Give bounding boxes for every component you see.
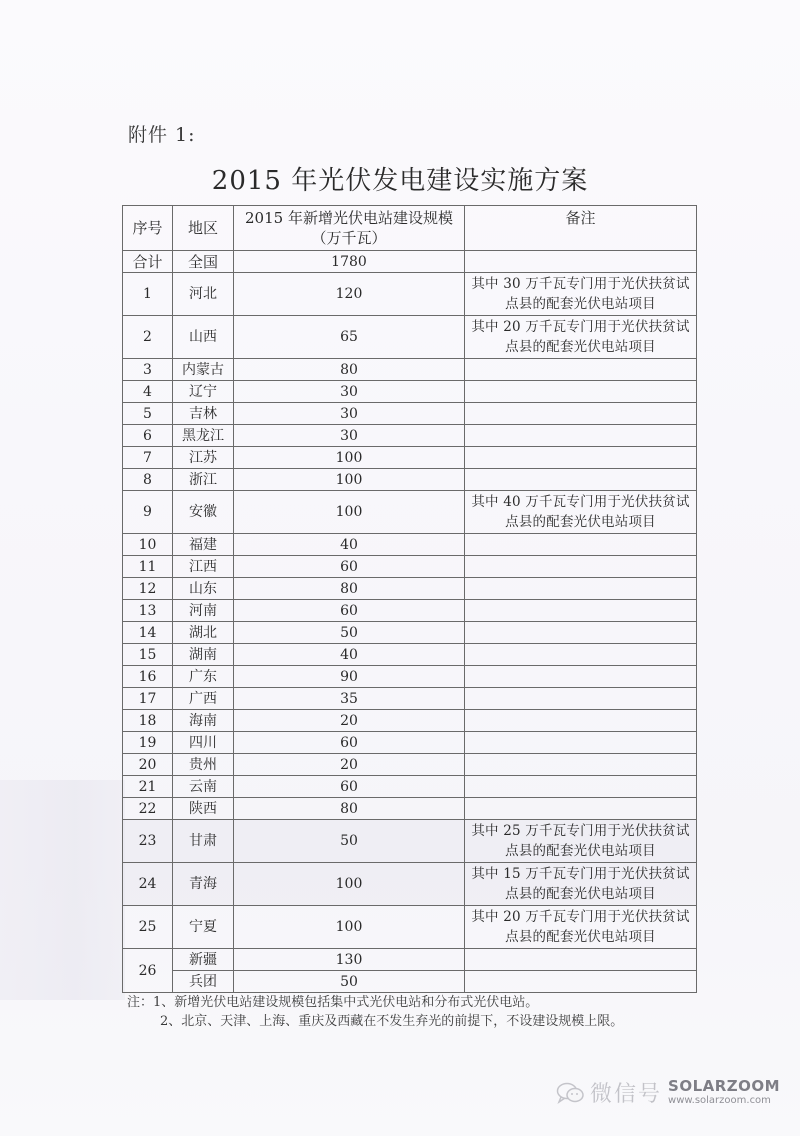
row-capacity: 50	[234, 622, 465, 644]
row-region: 新疆	[173, 949, 234, 971]
row-index: 17	[123, 688, 173, 710]
table-row	[123, 534, 697, 556]
table-row	[123, 491, 697, 534]
row-remark	[465, 971, 697, 993]
table-row	[123, 906, 697, 949]
row-region: 河北	[173, 273, 234, 316]
table-row	[123, 600, 697, 622]
table-row	[123, 403, 697, 425]
row-index: 11	[123, 556, 173, 578]
row-index: 23	[123, 820, 173, 863]
table-row	[123, 688, 697, 710]
row-capacity: 120	[234, 273, 465, 316]
row-remark	[465, 776, 697, 798]
table-row	[123, 273, 697, 316]
table-row	[123, 820, 697, 863]
table-row	[123, 776, 697, 798]
row-capacity: 60	[234, 600, 465, 622]
row-region: 江苏	[173, 447, 234, 469]
row-region: 陕西	[173, 798, 234, 820]
construction-plan-table	[122, 205, 697, 993]
table-row	[123, 798, 697, 820]
row-capacity: 30	[234, 425, 465, 447]
total-region: 全国	[173, 251, 234, 273]
table-row	[123, 863, 697, 906]
row-index: 3	[123, 359, 173, 381]
row-capacity: 40	[234, 534, 465, 556]
row-index: 13	[123, 600, 173, 622]
row-index: 6	[123, 425, 173, 447]
row-capacity: 60	[234, 776, 465, 798]
row-capacity: 100	[234, 447, 465, 469]
row-region: 山西	[173, 316, 234, 359]
row-index: 16	[123, 666, 173, 688]
row-remark: 其中 15 万千瓦专门用于光伏扶贫试点县的配套光伏电站项目	[465, 863, 697, 906]
row-region: 兵团	[173, 971, 234, 993]
row-region: 广东	[173, 666, 234, 688]
row-remark	[465, 534, 697, 556]
footnotes	[127, 993, 623, 1031]
footnote-1: 注：1、新增光伏电站建设规模包括集中式光伏电站和分布式光伏电站。	[127, 995, 539, 1010]
row-remark: 其中 20 万千瓦专门用于光伏扶贫试点县的配套光伏电站项目	[465, 906, 697, 949]
row-region: 宁夏	[173, 906, 234, 949]
table-row	[123, 556, 697, 578]
row-remark: 其中 20 万千瓦专门用于光伏扶贫试点县的配套光伏电站项目	[465, 316, 697, 359]
row-index: 10	[123, 534, 173, 556]
row-capacity: 60	[234, 556, 465, 578]
row-region: 广西	[173, 688, 234, 710]
row-region: 安徽	[173, 491, 234, 534]
row-capacity: 100	[234, 863, 465, 906]
row-remark	[465, 578, 697, 600]
row-index: 18	[123, 710, 173, 732]
row-remark: 其中 25 万千瓦专门用于光伏扶贫试点县的配套光伏电站项目	[465, 820, 697, 863]
row-region: 四川	[173, 732, 234, 754]
row-capacity: 35	[234, 688, 465, 710]
row-index: 1	[123, 273, 173, 316]
brand-logo	[668, 1079, 780, 1106]
row-remark	[465, 754, 697, 776]
row-index: 2	[123, 316, 173, 359]
row-capacity: 80	[234, 359, 465, 381]
row-capacity: 130	[234, 949, 465, 971]
row-index: 8	[123, 469, 173, 491]
total-label: 合计	[123, 251, 173, 273]
footnote-2: 2、北京、天津、上海、重庆及西藏在不发生弃光的前提下，不设建设规模上限。	[160, 1014, 624, 1029]
header-region: 地区	[173, 206, 234, 251]
row-region: 辽宁	[173, 381, 234, 403]
table-row	[123, 425, 697, 447]
row-remark	[465, 710, 697, 732]
table-row	[123, 732, 697, 754]
brand-name: SOLARZOOM	[668, 1077, 781, 1095]
row-remark	[465, 600, 697, 622]
wechat-icon	[556, 1081, 586, 1105]
row-region: 山东	[173, 578, 234, 600]
row-index: 21	[123, 776, 173, 798]
row-capacity: 50	[234, 971, 465, 993]
row-remark	[465, 403, 697, 425]
table-header-row	[123, 206, 697, 251]
row-region: 内蒙古	[173, 359, 234, 381]
row-index: 12	[123, 578, 173, 600]
attachment-label: 附件 1:	[128, 124, 196, 146]
row-region: 海南	[173, 710, 234, 732]
row-region: 青海	[173, 863, 234, 906]
header-capacity: 2015 年新增光伏电站建设规模（万千瓦）	[234, 206, 465, 251]
brand-url: www.solarzoom.com	[668, 1095, 771, 1106]
scan-shadow	[0, 780, 125, 1000]
table-total-row	[123, 251, 697, 273]
row-remark	[465, 622, 697, 644]
row-region: 湖南	[173, 644, 234, 666]
table-row	[123, 971, 697, 993]
header-index: 序号	[123, 206, 173, 251]
row-index: 25	[123, 906, 173, 949]
row-index: 5	[123, 403, 173, 425]
row-index: 14	[123, 622, 173, 644]
row-capacity: 20	[234, 710, 465, 732]
table-row	[123, 644, 697, 666]
row-index: 4	[123, 381, 173, 403]
row-index: 24	[123, 863, 173, 906]
row-region: 浙江	[173, 469, 234, 491]
row-capacity: 100	[234, 906, 465, 949]
table-row	[123, 381, 697, 403]
row-capacity: 90	[234, 666, 465, 688]
row-region: 湖北	[173, 622, 234, 644]
row-region: 福建	[173, 534, 234, 556]
table-row	[123, 447, 697, 469]
row-capacity: 100	[234, 491, 465, 534]
row-capacity: 30	[234, 403, 465, 425]
row-index: 22	[123, 798, 173, 820]
row-capacity: 65	[234, 316, 465, 359]
row-remark	[465, 688, 697, 710]
total-remark	[465, 251, 697, 273]
row-remark	[465, 732, 697, 754]
row-remark	[465, 949, 697, 971]
row-remark	[465, 469, 697, 491]
row-region: 甘肃	[173, 820, 234, 863]
row-index: 7	[123, 447, 173, 469]
row-remark	[465, 556, 697, 578]
row-capacity: 100	[234, 469, 465, 491]
row-capacity: 30	[234, 381, 465, 403]
table-row	[123, 316, 697, 359]
row-remark	[465, 798, 697, 820]
document-title: 2015 年光伏发电建设实施方案	[211, 166, 589, 196]
row-remark: 其中 30 万千瓦专门用于光伏扶贫试点县的配套光伏电站项目	[465, 273, 697, 316]
row-remark	[465, 425, 697, 447]
row-remark	[465, 447, 697, 469]
wechat-label: 微信号	[590, 1082, 663, 1107]
row-remark: 其中 40 万千瓦专门用于光伏扶贫试点县的配套光伏电站项目	[465, 491, 697, 534]
row-remark	[465, 644, 697, 666]
row-region: 吉林	[173, 403, 234, 425]
row-index: 26	[123, 949, 173, 993]
header-remark: 备注	[465, 206, 697, 251]
row-remark	[465, 666, 697, 688]
row-region: 黑龙江	[173, 425, 234, 447]
table-row	[123, 622, 697, 644]
total-capacity: 1780	[234, 251, 465, 273]
row-remark	[465, 381, 697, 403]
row-region: 河南	[173, 600, 234, 622]
row-capacity: 80	[234, 578, 465, 600]
row-region: 云南	[173, 776, 234, 798]
watermark	[556, 1077, 780, 1108]
row-capacity: 80	[234, 798, 465, 820]
table-row	[123, 469, 697, 491]
table-row	[123, 710, 697, 732]
row-index: 20	[123, 754, 173, 776]
row-capacity: 60	[234, 732, 465, 754]
table-row	[123, 754, 697, 776]
row-capacity: 40	[234, 644, 465, 666]
row-index: 19	[123, 732, 173, 754]
row-capacity: 20	[234, 754, 465, 776]
table-row	[123, 666, 697, 688]
row-region: 贵州	[173, 754, 234, 776]
row-index: 15	[123, 644, 173, 666]
row-index: 9	[123, 491, 173, 534]
row-region: 江西	[173, 556, 234, 578]
table-row	[123, 578, 697, 600]
row-capacity: 50	[234, 820, 465, 863]
table-row	[123, 949, 697, 971]
row-remark	[465, 359, 697, 381]
table-row	[123, 359, 697, 381]
